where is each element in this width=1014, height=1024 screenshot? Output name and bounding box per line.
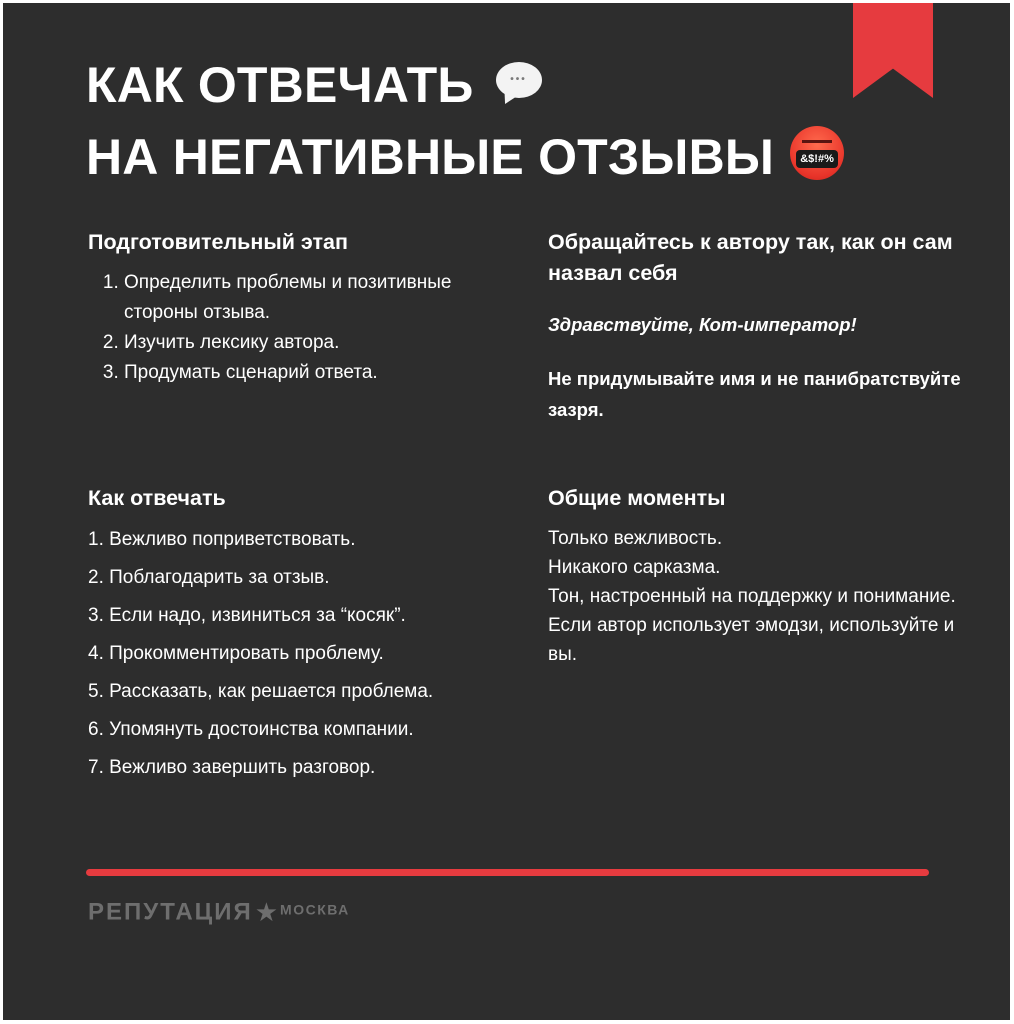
list-item: 3. Продумать сценарий ответа. xyxy=(124,358,488,388)
list-item: 1. Вежливо поприветствовать. xyxy=(88,529,356,550)
greeting-example: Здравствуйте, Кот-император! xyxy=(548,314,857,335)
general-heading: Общие моменты xyxy=(548,486,726,510)
general-list xyxy=(548,524,978,669)
how-to-answer-heading: Как отвечать xyxy=(88,486,226,510)
list-item: Никакого сарказма. xyxy=(548,557,721,578)
list-item: 2. Изучить лексику автора. xyxy=(124,328,488,358)
title-line-1: КАК ОТВЕЧАТЬ ••• xyxy=(86,49,844,121)
address-advice: Не придумывайте имя и не панибратствуйте зазря. xyxy=(548,368,961,420)
list-item: 1. Определить проблемы и позитивные стороны отзыва. xyxy=(124,268,488,328)
preparation-list xyxy=(88,268,488,388)
general-section xyxy=(548,483,978,669)
logo-city: МОСКВА xyxy=(280,901,350,918)
preparation-heading: Подготовительный этап xyxy=(88,230,348,254)
speech-bubble-icon: ••• xyxy=(496,62,542,98)
star-icon: ★ xyxy=(254,897,279,927)
company-logo xyxy=(88,897,350,928)
list-item: Если автор использует эмодзи, используйте и вы. xyxy=(548,615,955,665)
list-item: 4. Прокомментировать проблему. xyxy=(88,643,384,664)
list-item: 2. Поблагодарить за отзыв. xyxy=(88,567,330,588)
infographic-card xyxy=(3,3,1010,1020)
page-title xyxy=(86,49,844,193)
preparation-section xyxy=(88,227,488,388)
list-item: 3. Если надо, извиниться за “косяк”. xyxy=(88,605,406,626)
title-line-2: НА НЕГАТИВНЫЕ ОТЗЫВЫ &$!#% xyxy=(86,121,844,193)
how-to-answer-list xyxy=(88,526,518,781)
how-to-answer-section xyxy=(88,483,518,792)
list-item: 5. Рассказать, как решается проблема. xyxy=(88,681,434,702)
angry-face-with-symbols-icon: &$!#% xyxy=(790,126,844,180)
list-item: Только вежливость. xyxy=(548,528,723,549)
address-heading: Обращайтесь к автору так, как он сам назвал себя xyxy=(548,230,953,285)
list-item: Тон, настроенный на поддержку и понимание. xyxy=(548,586,956,607)
list-item: 7. Вежливо завершить разговор. xyxy=(88,757,376,778)
address-section xyxy=(548,227,978,425)
bookmark-ribbon xyxy=(853,3,933,98)
logo-brand: РЕПУТАЦИЯ xyxy=(88,898,253,926)
divider xyxy=(86,869,929,876)
list-item: 6. Упомянуть достоинства компании. xyxy=(88,719,414,740)
